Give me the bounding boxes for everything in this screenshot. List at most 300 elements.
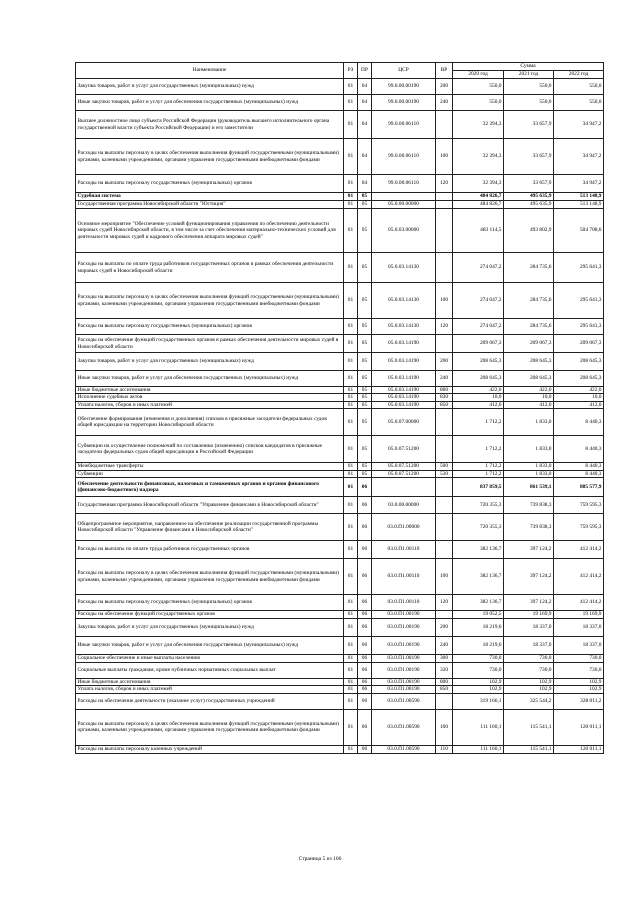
row-sum-2022: 550,0 bbox=[554, 79, 604, 95]
row-sum-2020: 382 136,7 bbox=[453, 595, 504, 611]
row-sum-2020: 1 712,2 bbox=[453, 470, 504, 477]
row-pr: 06 bbox=[358, 478, 372, 497]
row-rz: 01 bbox=[344, 686, 358, 693]
row-sum-2021: 33 657,9 bbox=[504, 111, 554, 139]
row-name: Исполнение судебных актов bbox=[76, 394, 344, 401]
row-rz: 01 bbox=[344, 201, 358, 209]
row-sum-2022: 295 641,3 bbox=[554, 283, 604, 319]
row-sum-2020: 274 047,2 bbox=[453, 319, 504, 335]
row-csr: 03.0.П1.00190 bbox=[372, 655, 436, 663]
row-rz: 01 bbox=[344, 559, 358, 595]
table-row bbox=[76, 209, 604, 253]
row-csr bbox=[372, 478, 436, 497]
row-sum-2022: 34 947,2 bbox=[554, 175, 604, 193]
row-pr: 06 bbox=[358, 637, 372, 655]
row-sum-2021: 1 833,0 bbox=[504, 436, 554, 463]
row-sum-2021: 550,0 bbox=[504, 79, 554, 95]
row-csr: 05.0.03.00000 bbox=[372, 209, 436, 253]
row-csr: 05.0.03.14130 bbox=[372, 319, 436, 335]
row-vr: 120 bbox=[436, 595, 453, 611]
page-number: Страница 5 из 106 bbox=[298, 856, 342, 862]
row-pr: 05 bbox=[358, 371, 372, 387]
row-pr: 04 bbox=[358, 95, 372, 111]
table-row bbox=[76, 175, 604, 193]
table-row bbox=[76, 611, 604, 619]
row-vr bbox=[436, 193, 453, 201]
header-sum: Сумма bbox=[453, 63, 604, 71]
row-sum-2021: 209 067,3 bbox=[504, 335, 554, 353]
row-name: Судебная система bbox=[76, 193, 344, 201]
row-csr: 03.0.П1.00190 bbox=[372, 679, 436, 686]
row-sum-2022: 759 595,3 bbox=[554, 514, 604, 541]
row-rz: 01 bbox=[344, 655, 358, 663]
row-sum-2022: 885 577,9 bbox=[554, 478, 604, 497]
row-csr: 03.0.П1.00110 bbox=[372, 559, 436, 595]
table-row bbox=[76, 283, 604, 319]
row-csr: 05.0.07.51200 bbox=[372, 470, 436, 477]
row-name: Расходы на выплаты по оплате труда работников государственных органов bbox=[76, 541, 344, 559]
row-vr bbox=[436, 436, 453, 463]
row-name: Высшее должностное лицо субъекта Российской Федерации (руководитель высшего исполнительного органа государственной власти субъекта Российской Федерации) и его заместители bbox=[76, 111, 344, 139]
row-name: Расходы на обеспечение функций государственных органов bbox=[76, 611, 344, 619]
row-rz: 01 bbox=[344, 497, 358, 514]
row-pr: 06 bbox=[358, 541, 372, 559]
row-csr: 05.0.03.14130 bbox=[372, 253, 436, 283]
row-pr: 05 bbox=[358, 253, 372, 283]
row-name: Обеспечение деятельности финансовых, налоговых и таможенных органов и органов финансового (финансово-бюджетного) надзора bbox=[76, 478, 344, 497]
row-vr bbox=[436, 409, 453, 436]
row-sum-2020: 484 826,7 bbox=[453, 193, 504, 201]
row-sum-2021: 861 539,1 bbox=[504, 478, 554, 497]
row-sum-2022: 550,0 bbox=[554, 95, 604, 111]
row-rz: 01 bbox=[344, 209, 358, 253]
header-name: Наименование bbox=[76, 63, 344, 79]
row-sum-2020: 422,0 bbox=[453, 387, 504, 394]
row-name: Иные бюджетные ассигнования bbox=[76, 387, 344, 394]
row-name: Закупка товаров, работ и услуг для государственных (муниципальных) нужд bbox=[76, 79, 344, 95]
row-name: Расходы на выплаты по оплате труда работников государственных органов в рамках обеспечения деятельности мировых судей в Новосибирской области bbox=[76, 253, 344, 283]
row-sum-2022: 328 011,2 bbox=[554, 693, 604, 709]
row-csr: 03.0.П1.00190 bbox=[372, 619, 436, 637]
row-rz: 01 bbox=[344, 745, 358, 753]
row-pr: 06 bbox=[358, 595, 372, 611]
row-csr: 05.0.07.00000 bbox=[372, 409, 436, 436]
row-pr: 05 bbox=[358, 201, 372, 209]
row-csr: 99.0.00.06110 bbox=[372, 111, 436, 139]
row-name: Иные бюджетные ассигнования bbox=[76, 679, 344, 686]
row-name: Расходы на выплаты персоналу в целях обеспечения выполнения функций государственными (муниципальными) органами, казенными учреждениями, органами управления государственными внебюджетными фондами bbox=[76, 709, 344, 745]
row-sum-2022: 120 011,1 bbox=[554, 745, 604, 753]
row-pr: 04 bbox=[358, 175, 372, 193]
row-csr: 03.0.П1.00110 bbox=[372, 595, 436, 611]
row-name: Уплата налогов, сборов и иных платежей bbox=[76, 401, 344, 408]
row-sum-2021: 397 124,2 bbox=[504, 559, 554, 595]
row-vr: 110 bbox=[436, 745, 453, 753]
row-csr: 05.0.03.14190 bbox=[372, 387, 436, 394]
row-rz: 01 bbox=[344, 436, 358, 463]
row-sum-2020: 483 114,5 bbox=[453, 209, 504, 253]
row-sum-2022: 18 337,0 bbox=[554, 619, 604, 637]
row-pr: 05 bbox=[358, 401, 372, 408]
table-row bbox=[76, 409, 604, 436]
row-sum-2021: 115 541,1 bbox=[504, 709, 554, 745]
row-sum-2022: 10,0 bbox=[554, 394, 604, 401]
row-vr bbox=[436, 514, 453, 541]
row-csr bbox=[372, 193, 436, 201]
table-row bbox=[76, 95, 604, 111]
row-name: Расходы на обеспечение функций государственных органов в рамках обеспечения деятельности мировых судей в Новосибирской области bbox=[76, 335, 344, 353]
row-sum-2020: 102,9 bbox=[453, 686, 504, 693]
row-rz: 01 bbox=[344, 514, 358, 541]
row-vr: 120 bbox=[436, 175, 453, 193]
table-row bbox=[76, 193, 604, 201]
row-rz: 01 bbox=[344, 595, 358, 611]
row-sum-2021: 18 337,0 bbox=[504, 619, 554, 637]
row-sum-2022: 422,0 bbox=[554, 387, 604, 394]
table-row bbox=[76, 745, 604, 753]
row-csr: 03.0.П1.00190 bbox=[372, 663, 436, 679]
table-row bbox=[76, 478, 604, 497]
row-csr: 05.0.03.14190 bbox=[372, 371, 436, 387]
row-pr: 05 bbox=[358, 335, 372, 353]
row-sum-2022: 513 148,9 bbox=[554, 193, 604, 201]
row-sum-2020: 111 160,1 bbox=[453, 745, 504, 753]
row-csr: 99.0.00.00190 bbox=[372, 79, 436, 95]
table-row bbox=[76, 679, 604, 686]
row-pr: 05 bbox=[358, 463, 372, 470]
row-name: Общепрограммное мероприятие, направленное на обеспечение реализации государственной программы Новосибирской области "Управление финансами в Новосибирской области" bbox=[76, 514, 344, 541]
row-sum-2020: 484 826,7 bbox=[453, 201, 504, 209]
row-rz: 01 bbox=[344, 253, 358, 283]
row-sum-2022: 34 947,2 bbox=[554, 139, 604, 175]
row-sum-2020: 19 052,5 bbox=[453, 611, 504, 619]
row-csr: 05.0.03.14190 bbox=[372, 353, 436, 371]
row-vr: 240 bbox=[436, 371, 453, 387]
table-row bbox=[76, 463, 604, 470]
row-pr: 04 bbox=[358, 111, 372, 139]
row-pr: 05 bbox=[358, 283, 372, 319]
row-vr: 800 bbox=[436, 387, 453, 394]
row-rz: 01 bbox=[344, 353, 358, 371]
table-row bbox=[76, 514, 604, 541]
table-row bbox=[76, 319, 604, 335]
row-sum-2022: 295 641,3 bbox=[554, 319, 604, 335]
row-pr: 06 bbox=[358, 619, 372, 637]
row-vr: 850 bbox=[436, 686, 453, 693]
row-sum-2020: 274 047,2 bbox=[453, 283, 504, 319]
row-rz: 01 bbox=[344, 175, 358, 193]
row-sum-2021: 422,0 bbox=[504, 387, 554, 394]
row-sum-2020: 720 355,3 bbox=[453, 514, 504, 541]
table-row bbox=[76, 595, 604, 611]
row-csr: 99.0.00.00190 bbox=[372, 95, 436, 111]
row-sum-2021: 284 735,6 bbox=[504, 253, 554, 283]
budget-table bbox=[75, 62, 604, 754]
row-rz: 01 bbox=[344, 111, 358, 139]
table-header bbox=[76, 63, 604, 79]
row-sum-2021: 102,9 bbox=[504, 679, 554, 686]
row-name: Государственная программа Новосибирской области "Управление финансами в Новосибирской области" bbox=[76, 497, 344, 514]
row-name: Закупка товаров, работ и услуг для государственных (муниципальных) нужд bbox=[76, 353, 344, 371]
row-name: Субвенции bbox=[76, 470, 344, 477]
row-rz: 01 bbox=[344, 394, 358, 401]
row-sum-2022: 208 645,3 bbox=[554, 371, 604, 387]
row-pr: 06 bbox=[358, 663, 372, 679]
row-csr: 99.0.00.06110 bbox=[372, 139, 436, 175]
row-pr: 06 bbox=[358, 611, 372, 619]
row-sum-2020: 18 219,6 bbox=[453, 619, 504, 637]
row-sum-2022: 8 440,3 bbox=[554, 436, 604, 463]
row-sum-2021: 33 657,9 bbox=[504, 139, 554, 175]
row-pr: 05 bbox=[358, 409, 372, 436]
row-rz: 01 bbox=[344, 619, 358, 637]
row-sum-2020: 382 136,7 bbox=[453, 541, 504, 559]
row-rz: 01 bbox=[344, 637, 358, 655]
row-sum-2021: 1 833,0 bbox=[504, 409, 554, 436]
row-csr: 03.0.П1.00590 bbox=[372, 745, 436, 753]
row-sum-2022: 513 148,9 bbox=[554, 201, 604, 209]
row-sum-2020: 550,0 bbox=[453, 95, 504, 111]
row-csr: 03.0.П1.00190 bbox=[372, 611, 436, 619]
row-sum-2020: 1 712,2 bbox=[453, 409, 504, 436]
row-rz: 01 bbox=[344, 409, 358, 436]
table-row bbox=[76, 470, 604, 477]
table-row bbox=[76, 353, 604, 371]
table-row bbox=[76, 387, 604, 394]
row-vr: 200 bbox=[436, 619, 453, 637]
row-sum-2022: 759 595,3 bbox=[554, 497, 604, 514]
row-vr: 100 bbox=[436, 139, 453, 175]
row-sum-2021: 18 337,0 bbox=[504, 637, 554, 655]
row-name: Обеспечение формирования (изменения и дополнения) списков в присяжные заседатели федеральных судов общей юрисдикции на территории Новосибирской области bbox=[76, 409, 344, 436]
row-name: Иные закупки товаров, работ и услуг для обеспечения государственных (муниципальных) нужд bbox=[76, 637, 344, 655]
row-sum-2020: 209 067,3 bbox=[453, 335, 504, 353]
row-csr: 03.0.П1.00110 bbox=[372, 541, 436, 559]
table-row bbox=[76, 201, 604, 209]
header-year-2022: 2022 год bbox=[554, 71, 604, 79]
row-sum-2022: 34 947,2 bbox=[554, 111, 604, 139]
row-sum-2020: 208 645,3 bbox=[453, 371, 504, 387]
row-vr bbox=[436, 111, 453, 139]
row-rz: 01 bbox=[344, 541, 358, 559]
row-pr: 06 bbox=[358, 559, 372, 595]
row-pr: 06 bbox=[358, 514, 372, 541]
row-pr: 06 bbox=[358, 693, 372, 709]
row-sum-2022: 208 645,3 bbox=[554, 353, 604, 371]
row-pr: 06 bbox=[358, 745, 372, 753]
row-sum-2021: 495 635,9 bbox=[504, 201, 554, 209]
row-sum-2021: 495 635,9 bbox=[504, 193, 554, 201]
row-csr: 05.0.07.51200 bbox=[372, 463, 436, 470]
row-sum-2021: 115 541,1 bbox=[504, 745, 554, 753]
row-vr: 200 bbox=[436, 79, 453, 95]
row-vr bbox=[436, 541, 453, 559]
row-sum-2022: 412 414,2 bbox=[554, 595, 604, 611]
row-sum-2022: 19 169,9 bbox=[554, 611, 604, 619]
row-sum-2021: 208 645,3 bbox=[504, 371, 554, 387]
row-csr: 03.0.П1.00590 bbox=[372, 709, 436, 745]
row-rz: 01 bbox=[344, 401, 358, 408]
row-name: Расходы на обеспечение деятельности (оказание услуг) государственных учреждений bbox=[76, 693, 344, 709]
row-csr: 05.0.03.14190 bbox=[372, 401, 436, 408]
row-name: Государственная программа Новосибирской области "Юстиция" bbox=[76, 201, 344, 209]
row-sum-2022: 730,0 bbox=[554, 655, 604, 663]
table-row bbox=[76, 79, 604, 95]
row-rz: 01 bbox=[344, 663, 358, 679]
row-name: Социальные выплаты гражданам, кроме публичных нормативных социальных выплат bbox=[76, 663, 344, 679]
row-vr: 100 bbox=[436, 283, 453, 319]
row-sum-2021: 493 802,9 bbox=[504, 209, 554, 253]
row-sum-2021: 730,0 bbox=[504, 663, 554, 679]
row-name: Закупка товаров, работ и услуг для государственных (муниципальных) нужд bbox=[76, 619, 344, 637]
row-name: Расходы на выплаты персоналу казенных учреждений bbox=[76, 745, 344, 753]
row-sum-2022: 8 440,3 bbox=[554, 470, 604, 477]
row-name: Иные закупки товаров, работ и услуг для обеспечения государственных (муниципальных) нужд bbox=[76, 95, 344, 111]
row-rz: 01 bbox=[344, 371, 358, 387]
row-rz: 01 bbox=[344, 478, 358, 497]
row-vr: 240 bbox=[436, 637, 453, 655]
row-pr: 04 bbox=[358, 139, 372, 175]
table-row bbox=[76, 637, 604, 655]
row-vr: 120 bbox=[436, 319, 453, 335]
row-csr: 03.0.00.00000 bbox=[372, 497, 436, 514]
header-rz: РЗ bbox=[344, 63, 358, 79]
header-vr: ВР bbox=[436, 63, 453, 79]
header-year-2021: 2021 год bbox=[504, 71, 554, 79]
row-pr: 05 bbox=[358, 209, 372, 253]
row-sum-2022: 504 708,6 bbox=[554, 209, 604, 253]
row-pr: 05 bbox=[358, 436, 372, 463]
row-sum-2021: 102,9 bbox=[504, 686, 554, 693]
row-vr: 800 bbox=[436, 679, 453, 686]
row-pr: 06 bbox=[358, 655, 372, 663]
row-rz: 01 bbox=[344, 387, 358, 394]
row-vr: 850 bbox=[436, 401, 453, 408]
row-sum-2021: 33 657,9 bbox=[504, 175, 554, 193]
table-row bbox=[76, 111, 604, 139]
row-sum-2021: 397 124,2 bbox=[504, 595, 554, 611]
table-row bbox=[76, 619, 604, 637]
row-sum-2020: 18 219,6 bbox=[453, 637, 504, 655]
row-csr: 05.0.03.14130 bbox=[372, 283, 436, 319]
row-pr: 05 bbox=[358, 387, 372, 394]
row-vr: 830 bbox=[436, 394, 453, 401]
row-sum-2021: 739 838,3 bbox=[504, 514, 554, 541]
row-name: Уплата налогов, сборов и иных платежей bbox=[76, 686, 344, 693]
row-sum-2020: 1 712,2 bbox=[453, 463, 504, 470]
row-name: Социальное обеспечение и иные выплаты населению bbox=[76, 655, 344, 663]
row-pr: 05 bbox=[358, 394, 372, 401]
header-pr: ПР bbox=[358, 63, 372, 79]
table-row bbox=[76, 394, 604, 401]
row-pr: 05 bbox=[358, 353, 372, 371]
row-sum-2021: 1 833,0 bbox=[504, 463, 554, 470]
row-csr: 99.0.00.06110 bbox=[372, 175, 436, 193]
row-sum-2022: 102,9 bbox=[554, 686, 604, 693]
row-sum-2020: 32 394,3 bbox=[453, 111, 504, 139]
row-sum-2022: 8 440,3 bbox=[554, 463, 604, 470]
row-sum-2021: 208 645,3 bbox=[504, 353, 554, 371]
row-sum-2021: 1 833,0 bbox=[504, 470, 554, 477]
row-rz: 01 bbox=[344, 611, 358, 619]
row-sum-2021: 19 169,9 bbox=[504, 611, 554, 619]
row-csr: 03.0.П1.00590 bbox=[372, 693, 436, 709]
row-rz: 01 bbox=[344, 335, 358, 353]
row-pr: 06 bbox=[358, 709, 372, 745]
table-row bbox=[76, 253, 604, 283]
table-row bbox=[76, 559, 604, 595]
row-sum-2020: 837 859,5 bbox=[453, 478, 504, 497]
row-sum-2022: 730,0 bbox=[554, 663, 604, 679]
row-sum-2022: 120 011,1 bbox=[554, 709, 604, 745]
table-row bbox=[76, 401, 604, 408]
row-csr: 03.0.П1.00190 bbox=[372, 686, 436, 693]
row-vr: 200 bbox=[436, 353, 453, 371]
row-vr: 300 bbox=[436, 655, 453, 663]
row-vr bbox=[436, 478, 453, 497]
row-name: Расходы на выплаты персоналу государственных (муниципальных) органов bbox=[76, 319, 344, 335]
row-csr: 03.0.П1.00000 bbox=[372, 514, 436, 541]
table-row bbox=[76, 693, 604, 709]
row-sum-2022: 412,0 bbox=[554, 401, 604, 408]
header-year-2020: 2020 год bbox=[453, 71, 504, 79]
row-pr: 04 bbox=[358, 79, 372, 95]
row-sum-2020: 102,9 bbox=[453, 679, 504, 686]
row-pr: 06 bbox=[358, 497, 372, 514]
row-name: Основное мероприятие "Обеспечение условий функционирования управления по обеспечению деятельности мировых судей Новосибирской области, в том числе за счет обеспечения материально-технических условий для деятельности мировых судей и кадрового обеспечения аппарата мировых судей" bbox=[76, 209, 344, 253]
row-sum-2020: 382 136,7 bbox=[453, 559, 504, 595]
row-sum-2022: 209 067,3 bbox=[554, 335, 604, 353]
header-csr: ЦСР bbox=[372, 63, 436, 79]
row-sum-2022: 8 440,3 bbox=[554, 409, 604, 436]
row-sum-2021: 325 544,2 bbox=[504, 693, 554, 709]
row-name: Субвенции на осуществление полномочий по составлению (изменению) списков кандидатов в присяжные заседатели федеральных судов общей юрисдикции в Российской Федерации bbox=[76, 436, 344, 463]
table-row bbox=[76, 139, 604, 175]
table-row bbox=[76, 663, 604, 679]
row-name: Расходы на выплаты персоналу государственных (муниципальных) органов bbox=[76, 595, 344, 611]
row-rz: 01 bbox=[344, 679, 358, 686]
row-sum-2021: 730,0 bbox=[504, 655, 554, 663]
row-csr: 03.0.П1.00190 bbox=[372, 637, 436, 655]
row-csr: 05.0.03.14190 bbox=[372, 335, 436, 353]
table-row bbox=[76, 686, 604, 693]
row-sum-2021: 397 124,2 bbox=[504, 541, 554, 559]
row-sum-2020: 32 394,3 bbox=[453, 175, 504, 193]
row-sum-2021: 739 838,3 bbox=[504, 497, 554, 514]
row-sum-2020: 730,0 bbox=[453, 655, 504, 663]
row-sum-2020: 412,0 bbox=[453, 401, 504, 408]
row-pr: 05 bbox=[358, 319, 372, 335]
budget-page bbox=[75, 62, 603, 754]
row-vr: 500 bbox=[436, 463, 453, 470]
row-name: Межбюджетные трансферты bbox=[76, 463, 344, 470]
row-pr: 06 bbox=[358, 686, 372, 693]
row-sum-2022: 18 337,0 bbox=[554, 637, 604, 655]
row-rz: 01 bbox=[344, 193, 358, 201]
row-rz: 01 bbox=[344, 709, 358, 745]
row-name: Расходы на выплаты персоналу в целях обеспечения выполнения функций государственными (муниципальными) органами, казенными учреждениями, органами управления государственными внебюджетными фондами bbox=[76, 139, 344, 175]
row-rz: 01 bbox=[344, 283, 358, 319]
table-row bbox=[76, 371, 604, 387]
row-csr: 05.0.03.14190 bbox=[372, 394, 436, 401]
table-row bbox=[76, 497, 604, 514]
row-name: Расходы на выплаты персоналу в целях обеспечения выполнения функций государственными (муниципальными) органами, казенными учреждениями, органами управления государственными внебюджетными фондами bbox=[76, 283, 344, 319]
row-sum-2020: 208 645,3 bbox=[453, 353, 504, 371]
row-vr: 530 bbox=[436, 470, 453, 477]
row-rz: 01 bbox=[344, 470, 358, 477]
table-row bbox=[76, 655, 604, 663]
row-csr: 05.0.07.51200 bbox=[372, 436, 436, 463]
